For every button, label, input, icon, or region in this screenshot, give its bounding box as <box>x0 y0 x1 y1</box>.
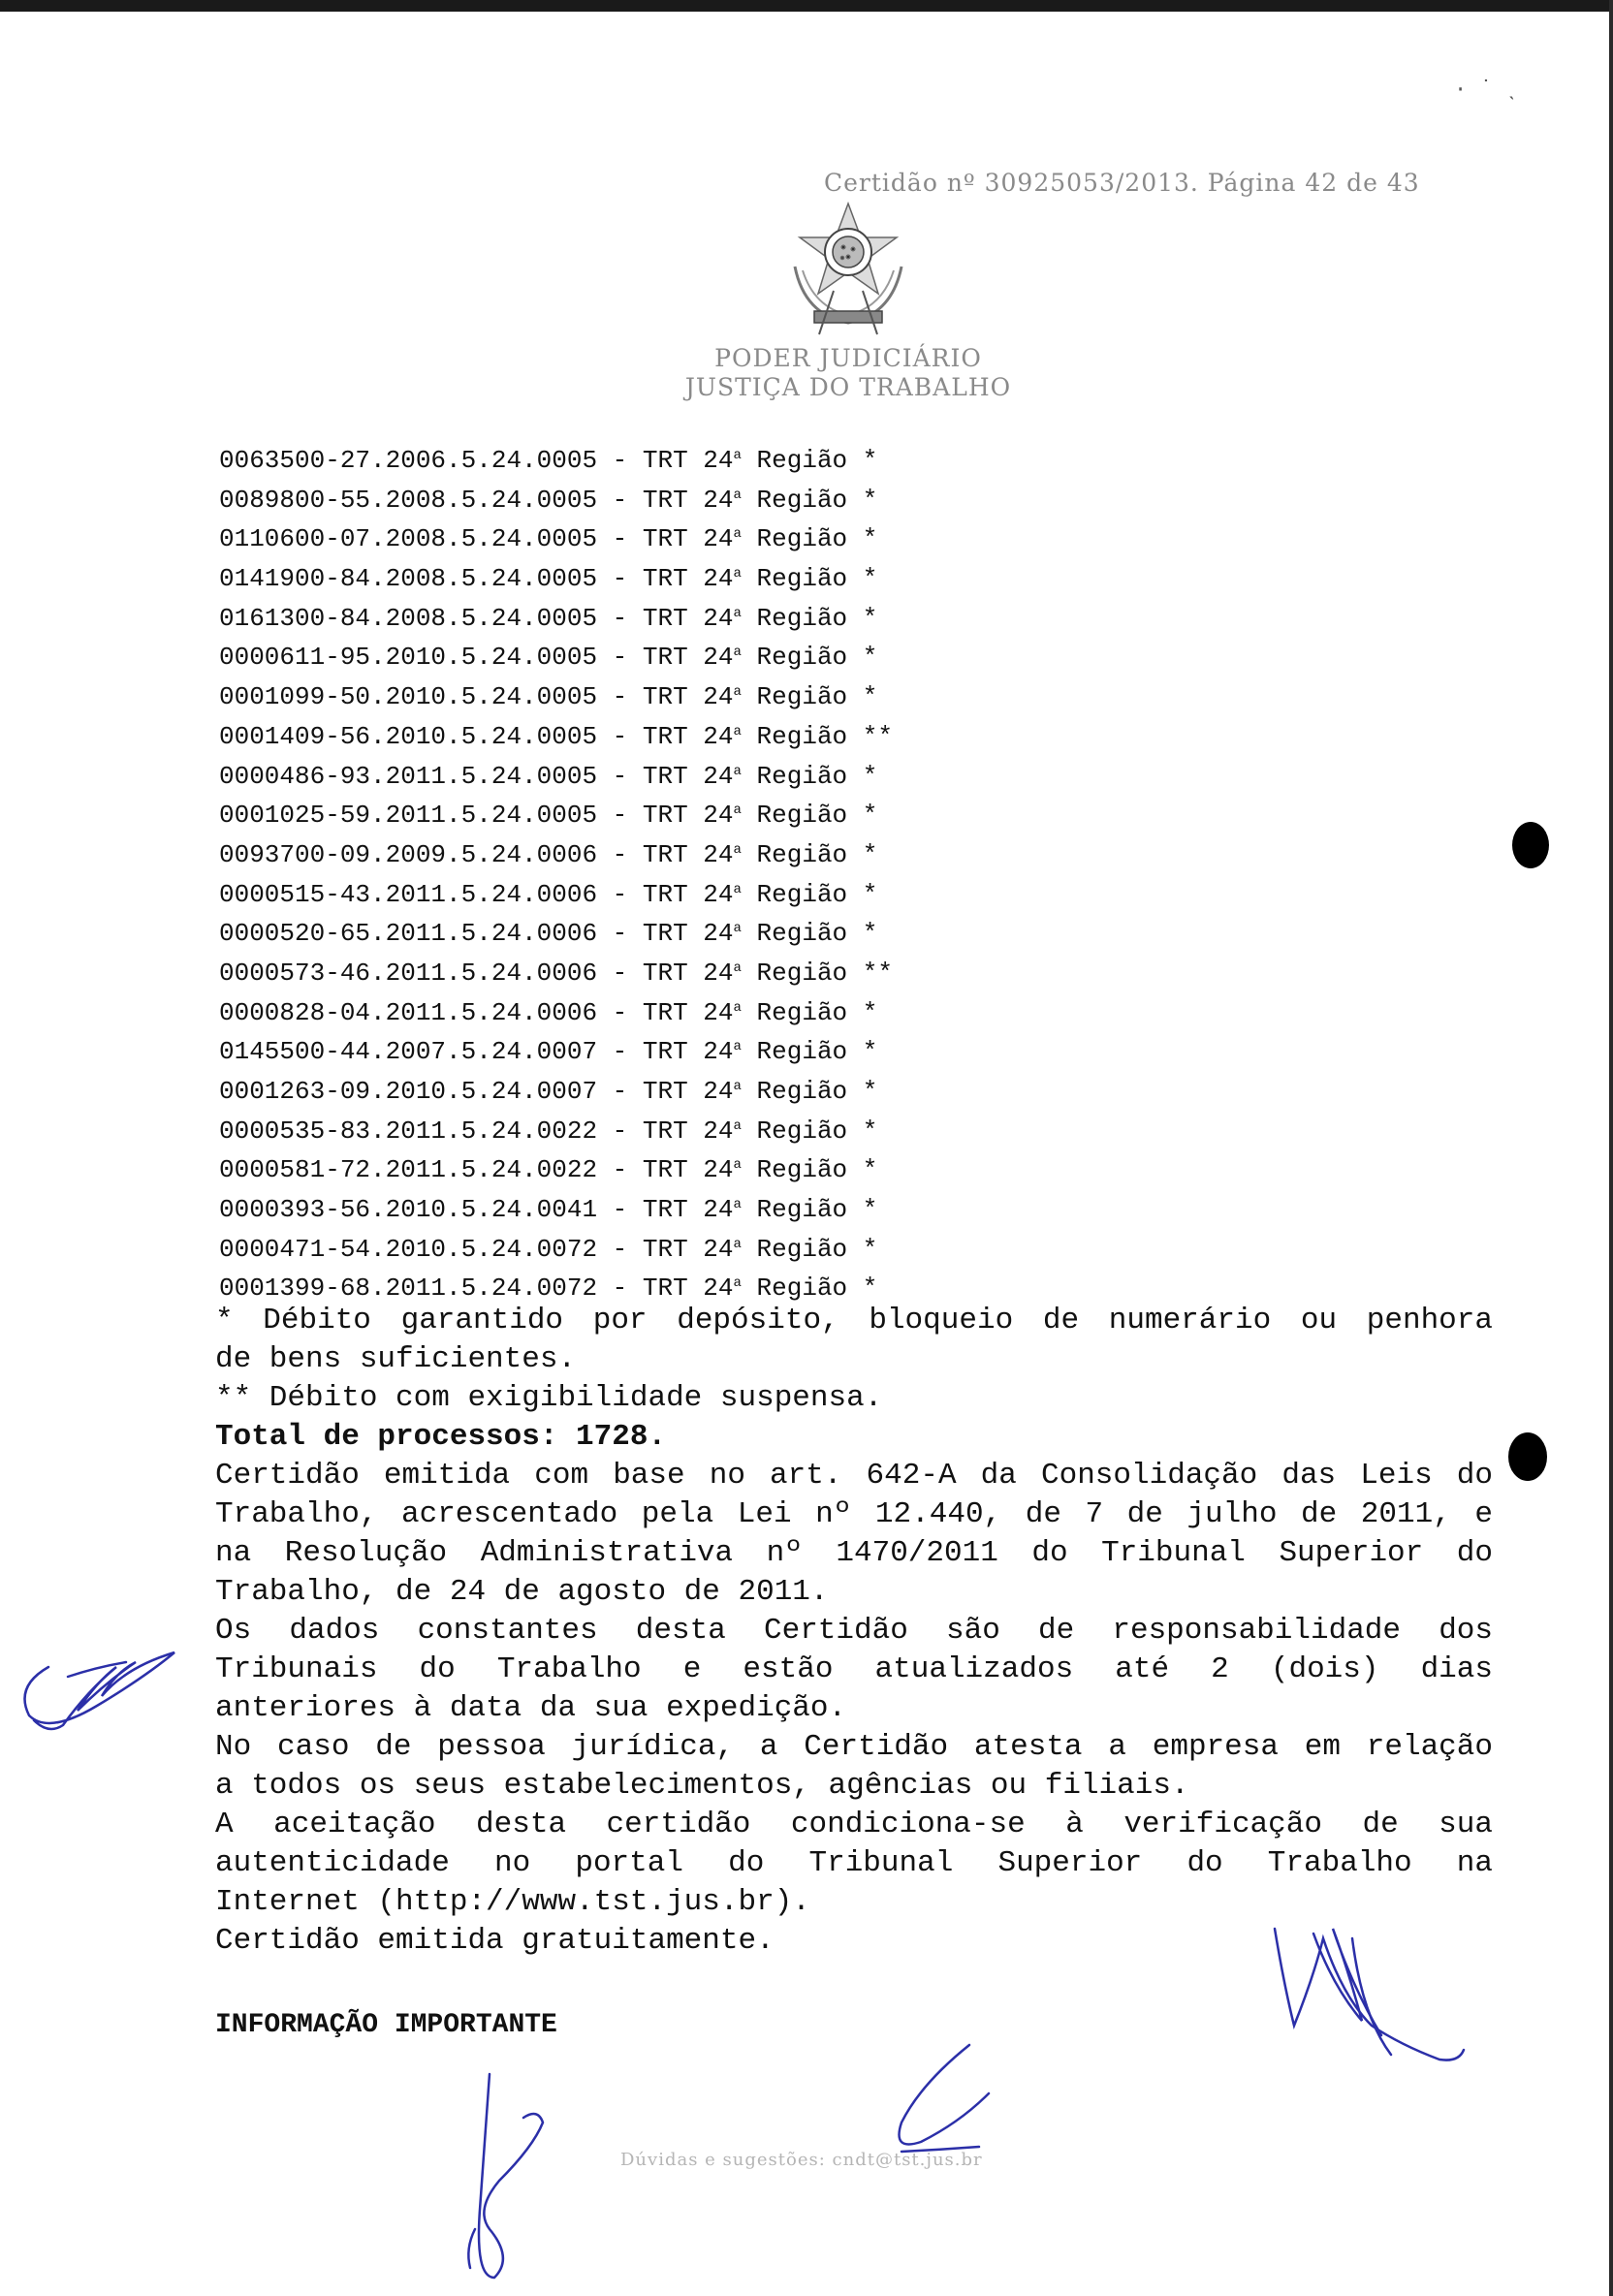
region-label: Região <box>756 997 848 1027</box>
process-row <box>219 633 893 673</box>
process-number: 0001263-09.2010.5.24.0007 <box>219 1077 598 1106</box>
basis-line: Certidão emitida com base no art. 642-A da Consolidação das Leis do <box>215 1459 1493 1493</box>
separator: - <box>597 761 643 791</box>
authenticity-line: autenticidade no portal do Tribunal Superior do Trabalho na <box>215 1846 1493 1880</box>
process-row <box>219 712 893 752</box>
court-code: TRT 24 <box>642 1195 734 1225</box>
process-row <box>219 476 893 516</box>
process-number: 0000535-83.2011.5.24.0022 <box>219 1116 598 1146</box>
separator: - <box>597 1116 643 1146</box>
debt-status-mark: * <box>862 1155 878 1185</box>
separator: - <box>597 1037 643 1067</box>
court-code: TRT 24 <box>642 524 734 554</box>
responsibility-line: Tribunais do Trabalho e estão atualizados até 2 (dois) dias <box>215 1652 1493 1686</box>
court-code: TRT 24 <box>642 919 734 949</box>
ordinal-suffix: a <box>733 526 742 543</box>
process-row <box>219 791 893 831</box>
authenticity-line: Internet (http://www.tst.jus.br). <box>215 1885 810 1919</box>
org-name-line2: JUSTIÇA DO TRABALHO <box>684 373 1012 401</box>
separator: - <box>597 1077 643 1106</box>
debt-status-mark: * <box>862 997 878 1027</box>
court-code: TRT 24 <box>642 1274 734 1304</box>
court-code: TRT 24 <box>642 997 734 1027</box>
ordinal-suffix: a <box>733 802 742 819</box>
ordinal-suffix: a <box>733 566 742 582</box>
process-number: 0001099-50.2010.5.24.0005 <box>219 682 598 712</box>
basis-line: na Resolução Administrativa nº 1470/2011 do Tribunal Superior do <box>215 1536 1493 1570</box>
process-number: 0145500-44.2007.5.24.0007 <box>219 1037 598 1067</box>
certificate-page-header: Certidão nº 30925053/2013. Página 42 de 43 <box>824 169 1420 197</box>
process-number: 0063500-27.2006.5.24.0005 <box>219 446 598 475</box>
court-code: TRT 24 <box>642 801 734 831</box>
ordinal-suffix: a <box>733 841 742 858</box>
ordinal-suffix: a <box>733 959 742 976</box>
process-number: 0093700-09.2009.5.24.0006 <box>219 839 598 869</box>
responsibility-line: Os dados constantes desta Certidão são de responsabilidade dos <box>215 1614 1493 1648</box>
separator: - <box>597 839 643 869</box>
court-code: TRT 24 <box>642 1155 734 1185</box>
region-label: Região <box>756 524 848 554</box>
ordinal-suffix: a <box>733 1157 742 1174</box>
process-number: 0001409-56.2010.5.24.0005 <box>219 721 598 751</box>
court-code: TRT 24 <box>642 958 734 988</box>
court-code: TRT 24 <box>642 564 734 594</box>
basis-line: Trabalho, de 24 de agosto de 2011. <box>215 1575 829 1609</box>
separator: - <box>597 524 643 554</box>
debt-status-mark: * <box>862 1077 878 1106</box>
contact-footer: Dúvidas e sugestões: cndt@tst.jus.br <box>620 2150 983 2170</box>
signature-bottom-left <box>446 2064 562 2287</box>
debt-status-mark: * <box>862 761 878 791</box>
debt-status-mark: * <box>862 1116 878 1146</box>
region-label: Região <box>756 801 848 831</box>
debt-status-mark: * <box>862 1274 878 1304</box>
process-number: 0000581-72.2011.5.24.0022 <box>219 1155 598 1185</box>
ordinal-suffix: a <box>733 723 742 739</box>
debt-status-mark: * <box>862 1195 878 1225</box>
scan-speck: · ˙ ˎ <box>1454 78 1519 102</box>
free-issuance-line: Certidão emitida gratuitamente. <box>215 1924 775 1958</box>
note-single-asterisk-cont: de bens suficientes. <box>215 1342 577 1376</box>
process-number: 0141900-84.2008.5.24.0005 <box>219 564 598 594</box>
court-code: TRT 24 <box>642 1116 734 1146</box>
process-row <box>219 554 893 594</box>
coat-of-arms-seal <box>775 199 921 339</box>
court-code: TRT 24 <box>642 682 734 712</box>
separator: - <box>597 564 643 594</box>
debt-status-mark: * <box>862 682 878 712</box>
org-name-line1: PODER JUDICIÁRIO <box>714 344 982 372</box>
process-row <box>219 949 893 989</box>
separator: - <box>597 603 643 633</box>
separator: - <box>597 958 643 988</box>
separator: - <box>597 801 643 831</box>
process-number: 0000520-65.2011.5.24.0006 <box>219 919 598 949</box>
region-label: Região <box>756 958 848 988</box>
region-label: Região <box>756 1195 848 1225</box>
process-row <box>219 989 893 1028</box>
process-number: 0001399-68.2011.5.24.0072 <box>219 1274 598 1304</box>
legal-entity-line: No caso de pessoa jurídica, a Certidão atesta a empresa em relação <box>215 1730 1493 1764</box>
region-label: Região <box>756 446 848 475</box>
process-number: 0000611-95.2010.5.24.0005 <box>219 643 598 673</box>
ordinal-suffix: a <box>733 1236 742 1252</box>
process-row <box>219 1107 893 1147</box>
region-label: Região <box>756 761 848 791</box>
separator: - <box>597 879 643 909</box>
scan-top-border <box>0 0 1613 12</box>
process-list <box>219 436 893 1304</box>
region-label: Região <box>756 1116 848 1146</box>
court-code: TRT 24 <box>642 721 734 751</box>
important-info-heading: INFORMAÇÃO IMPORTANTE <box>215 2010 557 2040</box>
debt-status-mark: ** <box>862 958 893 988</box>
debt-status-mark: * <box>862 446 878 475</box>
basis-line: Trabalho, acrescentado pela Lei nº 12.440, de 7 de julho de 2011, e <box>215 1497 1493 1531</box>
court-code: TRT 24 <box>642 1077 734 1106</box>
punch-hole-mark <box>1508 1432 1547 1481</box>
process-row <box>219 1225 893 1265</box>
process-number: 0001025-59.2011.5.24.0005 <box>219 801 598 831</box>
process-number: 0000828-04.2011.5.24.0006 <box>219 997 598 1027</box>
ordinal-suffix: a <box>733 921 742 937</box>
region-label: Região <box>756 682 848 712</box>
process-row <box>219 436 893 476</box>
debt-status-mark: * <box>862 603 878 633</box>
ordinal-suffix: a <box>733 1079 742 1094</box>
court-code: TRT 24 <box>642 879 734 909</box>
signature-center <box>882 2035 1008 2161</box>
separator: - <box>597 1195 643 1225</box>
court-code: TRT 24 <box>642 643 734 673</box>
ordinal-suffix: a <box>733 1117 742 1134</box>
region-label: Região <box>756 879 848 909</box>
ordinal-suffix: a <box>733 605 742 621</box>
debt-status-mark: * <box>862 879 878 909</box>
debt-status-mark: * <box>862 1037 878 1067</box>
debt-status-mark: * <box>862 919 878 949</box>
process-number: 0089800-55.2008.5.24.0005 <box>219 485 598 515</box>
process-row <box>219 1264 893 1304</box>
scan-right-border <box>1609 0 1613 2296</box>
ordinal-suffix: a <box>733 763 742 779</box>
region-label: Região <box>756 1037 848 1067</box>
process-row <box>219 831 893 870</box>
debt-status-mark: * <box>862 564 878 594</box>
region-label: Região <box>756 919 848 949</box>
initials-signature-left <box>10 1638 184 1754</box>
region-label: Região <box>756 1234 848 1264</box>
ordinal-suffix: a <box>733 1275 742 1292</box>
ordinal-suffix: a <box>733 999 742 1016</box>
court-code: TRT 24 <box>642 839 734 869</box>
note-double-asterisk: ** Débito com exigibilidade suspensa. <box>215 1381 883 1415</box>
separator: - <box>597 1274 643 1304</box>
process-number: 0000515-43.2011.5.24.0006 <box>219 879 598 909</box>
process-row <box>219 870 893 910</box>
separator: - <box>597 919 643 949</box>
process-number: 0000393-56.2010.5.24.0041 <box>219 1195 598 1225</box>
court-code: TRT 24 <box>642 603 734 633</box>
process-number: 0161300-84.2008.5.24.0005 <box>219 603 598 633</box>
region-label: Região <box>756 1155 848 1185</box>
separator: - <box>597 485 643 515</box>
process-row <box>219 673 893 712</box>
ordinal-suffix: a <box>733 881 742 897</box>
court-code: TRT 24 <box>642 485 734 515</box>
region-label: Região <box>756 643 848 673</box>
ordinal-suffix: a <box>733 1039 742 1055</box>
court-code: TRT 24 <box>642 1234 734 1264</box>
separator: - <box>597 721 643 751</box>
separator: - <box>597 997 643 1027</box>
note-single-asterisk: * Débito garantido por depósito, bloqueio de numerário ou penhora <box>215 1304 1493 1337</box>
region-label: Região <box>756 1077 848 1106</box>
ordinal-suffix: a <box>733 487 742 503</box>
court-code: TRT 24 <box>642 446 734 475</box>
separator: - <box>597 446 643 475</box>
court-code: TRT 24 <box>642 1037 734 1067</box>
process-number: 0000471-54.2010.5.24.0072 <box>219 1234 598 1264</box>
process-row <box>219 1146 893 1185</box>
debt-status-mark: * <box>862 839 878 869</box>
debt-status-mark: * <box>862 643 878 673</box>
process-row <box>219 1067 893 1107</box>
total-processes: Total de processos: 1728. <box>215 1420 667 1454</box>
region-label: Região <box>756 1274 848 1304</box>
ordinal-suffix: a <box>733 645 742 661</box>
separator: - <box>597 682 643 712</box>
authenticity-line: A aceitação desta certidão condiciona-se à verificação de sua <box>215 1808 1493 1841</box>
process-number: 0110600-07.2008.5.24.0005 <box>219 524 598 554</box>
region-label: Região <box>756 603 848 633</box>
process-row <box>219 515 893 554</box>
ordinal-suffix: a <box>733 1197 742 1213</box>
separator: - <box>597 1155 643 1185</box>
legal-entity-line: a todos os seus estabelecimentos, agências ou filiais. <box>215 1769 1189 1803</box>
court-code: TRT 24 <box>642 761 734 791</box>
process-row <box>219 1027 893 1067</box>
debt-status-mark: * <box>862 524 878 554</box>
notes-block <box>215 1302 1493 1961</box>
punch-hole-mark <box>1512 822 1549 868</box>
ordinal-suffix: a <box>733 448 742 463</box>
process-row <box>219 1185 893 1225</box>
region-label: Região <box>756 485 848 515</box>
region-label: Região <box>756 564 848 594</box>
ordinal-suffix: a <box>733 684 742 701</box>
process-number: 0000486-93.2011.5.24.0005 <box>219 761 598 791</box>
debt-status-mark: ** <box>862 721 893 751</box>
debt-status-mark: * <box>862 1234 878 1264</box>
region-label: Região <box>756 839 848 869</box>
debt-status-mark: * <box>862 801 878 831</box>
separator: - <box>597 1234 643 1264</box>
process-row <box>219 752 893 792</box>
separator: - <box>597 643 643 673</box>
region-label: Região <box>756 721 848 751</box>
process-row <box>219 909 893 949</box>
process-number: 0000573-46.2011.5.24.0006 <box>219 958 598 988</box>
debt-status-mark: * <box>862 485 878 515</box>
signature-right <box>1255 1900 1478 2084</box>
process-row <box>219 594 893 634</box>
responsibility-line: anteriores à data da sua expedição. <box>215 1691 847 1725</box>
